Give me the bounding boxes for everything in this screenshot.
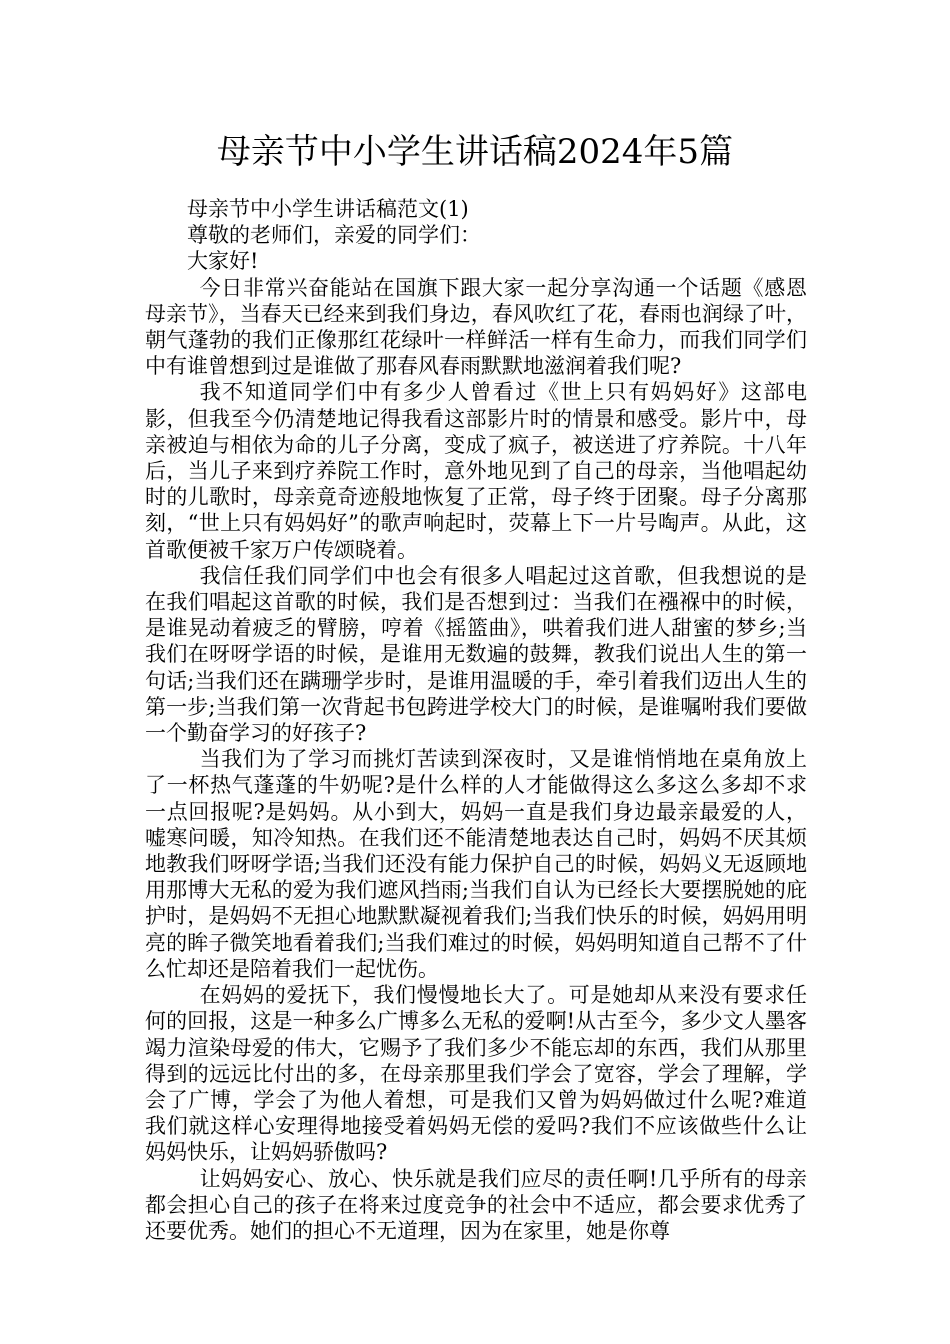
paragraph: 我信任我们同学们中也会有很多人唱起过这首歌，但我想说的是在我们唱起这首歌的时候，我们是否想到过：当我们在襁褓中的时候，是谁晃动着疲乏的臂膀，哼着《摇篮曲》，哄着我们进人甜蜜的梦乡;当我们在呀呀学语的时候，是谁用无数遍的鼓舞，教我们说出人生的第一句话;当我们还在蹒珊学步时，是谁用温暖的手，牵引着我们迈出人生的第一步;当我们第一次背起书包跨进学校大门的时候，是谁嘱咐我们要做一个勤奋学习的好孩子? — [145, 563, 807, 746]
document-body — [145, 196, 807, 1244]
paragraph: 我不知道同学们中有多少人曾看过《世上只有妈妈好》这部电影，但我至今仍清楚地记得我看这部影片时的情景和感受。影片中，母亲被迫与相依为命的儿子分离，变成了疯子，被送进了疗养院。十八年后，当儿子来到疗养院工作时，意外地见到了自己的母亲，当他唱起幼时的儿歌时，母亲竟奇迹般地恢复了正常，母子终于团聚。母子分离那刻，“世上只有妈妈好”的歌声响起时，荧幕上下一片号啕声。从此，这首歌便被千家万户传颂晓着。 — [145, 380, 807, 562]
paragraph: 今日非常兴奋能站在国旗下跟大家一起分享沟通一个话题《感恩母亲节》，当春天已经来到我们身边，春风吹红了花，春雨也润绿了叶，朝气蓬勃的我们正像那红花绿叶一样鲜活一样有生命力，而我们同学们中有谁曾想到过是谁做了那春风春雨默默地滋润着我们呢? — [145, 275, 807, 379]
paragraph: 让妈妈安心、放心、快乐就是我们应尽的责任啊!几乎所有的母亲都会担心自己的孩子在将来过度竞争的社会中不适应，都会要求优秀了还要优秀。她们的担心不无道理，因为在家里，她是你尊 — [145, 1166, 807, 1243]
section-heading: 母亲节中小学生讲话稿范文(1) — [187, 197, 469, 221]
paragraph: 在妈妈的爱抚下，我们慢慢地长大了。可是她却从来没有要求任何的回报，这是一种多么广博多么无私的爱啊!从古至今，多少文人墨客竭力渲染母爱的伟大，它赐予了我们多少不能忘却的东西，我们从那里得到的远远比付出的多，在母亲那里我们学会了宽容，学会了理解，学会了广博，学会了为他人着想，可是我们又曾为妈妈做过什么呢?难道我们就这样心安理得地接受着妈妈无偿的爱吗?我们不应该做些什么让妈妈快乐，让妈妈骄傲吗? — [145, 983, 807, 1165]
greeting: 大家好! — [187, 249, 259, 274]
document-title: 母亲节中小学生讲话稿2024年5篇 — [216, 132, 734, 172]
salutation: 尊敬的老师们，亲爱的同学们： — [187, 223, 481, 248]
paragraph: 当我们为了学习而挑灯苦读到深夜时，又是谁悄悄地在桌角放上了一杯热气蓬蓬的牛奶呢?是什么样的人才能做得这么多这么多却不求一点回报呢?是妈妈。从小到大，妈妈一直是我们身边最亲最爱的人，嘘寒问暖，知冷知热。在我们还不能清楚地表达自己时，妈妈不厌其烦地教我们呀呀学语;当我们还没有能力保护自己的时候，妈妈义无返顾地用那博大无私的爱为我们遮风挡雨;当我们自认为已经长大要摆脱她的庇护时，是妈妈不无担心地默默凝视着我们;当我们快乐的时候，妈妈用明亮的眸子微笑地看着我们;当我们难过的时候，妈妈明知道自己帮不了什么忙却还是陪着我们一起忧伤。 — [145, 747, 807, 981]
